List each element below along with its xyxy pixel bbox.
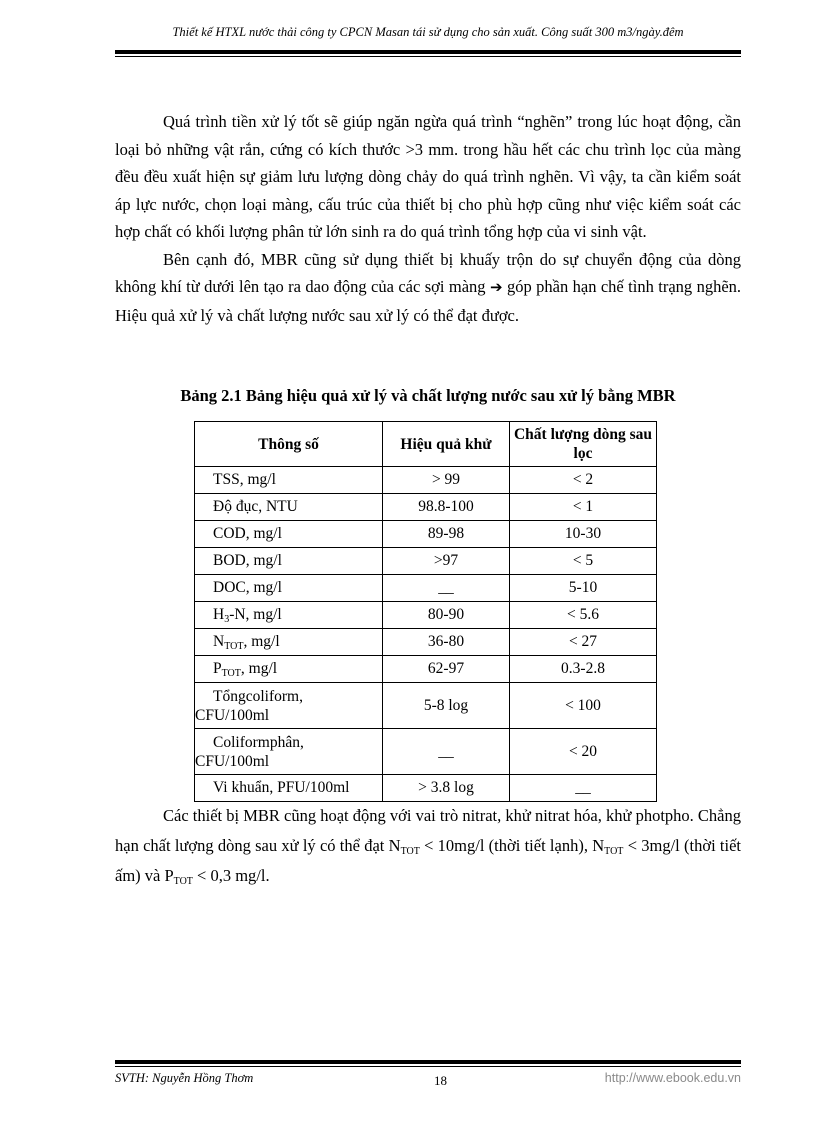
table-row xyxy=(195,683,657,729)
cell-quality: < 100 xyxy=(510,683,657,729)
table-row xyxy=(195,575,657,602)
cell-efficiency: 89-98 xyxy=(383,521,510,548)
cell-parameter xyxy=(195,656,383,683)
cell-quality xyxy=(510,775,657,802)
table-row xyxy=(195,521,657,548)
param-line-2: CFU/100ml xyxy=(195,752,270,770)
arrow-right-icon: ➔ xyxy=(489,278,503,296)
cell-efficiency xyxy=(383,729,510,775)
cell-quality: 5-10 xyxy=(510,575,657,602)
header-quality: Chất lượng dòng sau lọc xyxy=(510,422,657,467)
paragraph-mixing-end: góp phần hạn chế tình trạng nghẽn. Hiệu quả xử lý và chất lượng nước sau xử lý có thể đạt được. xyxy=(115,277,742,325)
cell-quality: < 20 xyxy=(510,729,657,775)
param-line-2: CFU/100ml xyxy=(195,706,270,724)
header-parameter: Thông số xyxy=(195,422,383,467)
footer-url: http://www.ebook.edu.vn xyxy=(604,1071,741,1085)
text-segment: < 0,3 mg/l. xyxy=(192,866,270,885)
paragraph-pretreatment: Quá trình tiền xử lý tốt sẽ giúp ngăn ngừa quá trình “nghẽn” trong lúc hoạt động, cần loại bỏ những vật rắn, cứng có kích thước >3 mm. trong hầu hết các chu trình lọc của màng đều đều xuất hiện sự giảm lưu lượng dòng chảy do quá trình nghẽn. Vì vậy, ta cần kiểm soát áp lực nước, chọn loại màng, cấu trúc của thiết bị cho phù hợp cũng như việc kiểm soát các hợp chất có khối lượng phân tử lớn sinh ra do quá trình tổng hợp của vi sinh vật. xyxy=(115,112,741,241)
param-subscript: TOT xyxy=(221,668,241,679)
table-header-row xyxy=(195,422,657,467)
header-efficiency: Hiệu quả khử xyxy=(383,422,510,467)
text-segment: < 10mg/l (thời tiết lạnh), N xyxy=(419,836,605,855)
cell-parameter: Vi khuẩn, PFU/100ml xyxy=(195,775,383,802)
cell-parameter: Độ đục, NTU xyxy=(195,494,383,521)
header-rule xyxy=(115,50,741,57)
table-row xyxy=(195,467,657,494)
cell-efficiency: >97 xyxy=(383,548,510,575)
footer-author: SVTH: Nguyễn Hồng Thơm xyxy=(115,1071,254,1085)
paragraph-nitrification xyxy=(115,801,741,891)
cell-efficiency: > 99 xyxy=(383,467,510,494)
text-segment: < 3mg/l (thời tiết ấm) và P xyxy=(115,836,742,885)
cell-parameter xyxy=(195,729,383,775)
paragraph-mixing-start: Bên cạnh đó, MBR cũng sử dụng thiết bị khuấy trộn do sự chuyển động của dòng không khí từ dưới lên tạo ra dao động của các sợi màng xyxy=(115,249,741,296)
cell-efficiency: 80-90 xyxy=(383,602,510,629)
cell-parameter: BOD, mg/l xyxy=(195,548,383,575)
cell-efficiency: 36-80 xyxy=(383,629,510,656)
empty-dash: __ xyxy=(438,579,454,596)
empty-dash: __ xyxy=(575,779,591,796)
param-line-1: Tổngcoliform, xyxy=(213,687,303,705)
cell-parameter xyxy=(195,602,383,629)
running-header: Thiết kế HTXL nước thải công ty CPCN Masan tái sử dụng cho sản xuất. Công suất 300 m3/ngày.đêm xyxy=(172,25,684,39)
cell-parameter: DOC, mg/l xyxy=(195,575,383,602)
footer-rule xyxy=(115,1060,741,1067)
cell-quality: 10-30 xyxy=(510,521,657,548)
page-number: 18 xyxy=(434,1073,447,1088)
param-symbol: H xyxy=(213,606,225,623)
cell-parameter xyxy=(195,629,383,656)
cell-parameter: COD, mg/l xyxy=(195,521,383,548)
cell-quality: < 1 xyxy=(510,494,657,521)
table-row xyxy=(195,775,657,802)
param-unit: , mg/l xyxy=(243,633,280,650)
param-unit: , mg/l xyxy=(240,660,278,677)
body-text-bottom xyxy=(115,801,741,891)
cell-efficiency: 5-8 log xyxy=(383,683,510,729)
cell-efficiency xyxy=(383,575,510,602)
table-row xyxy=(195,729,657,775)
table-row xyxy=(195,548,657,575)
text-segment: Các thiết bị MBR cũng hoạt động với vai trò nitrat, khử nitrat hóa, khử photpho. Chẳng hạn chất lượng dòng sau xử lý có thể đạt N xyxy=(115,806,741,855)
table-row xyxy=(195,656,657,683)
cell-efficiency: > 3.8 log xyxy=(383,775,510,802)
table-row xyxy=(195,494,657,521)
cell-parameter xyxy=(195,683,383,729)
param-symbol: P xyxy=(213,660,222,677)
paragraph-mixing xyxy=(115,246,741,330)
table-row xyxy=(195,602,657,629)
subscript-tot: TOT xyxy=(173,876,193,887)
param-unit: -N, mg/l xyxy=(229,606,282,623)
cell-quality: < 5 xyxy=(510,548,657,575)
param-line-1: Coliformphân, xyxy=(213,733,304,751)
cell-quality: < 2 xyxy=(510,467,657,494)
empty-dash: __ xyxy=(438,743,454,760)
body-text-top xyxy=(115,108,741,329)
table-row xyxy=(195,629,657,656)
subscript-tot: TOT xyxy=(604,846,624,857)
cell-quality: 0.3-2.8 xyxy=(510,656,657,683)
cell-parameter: TSS, mg/l xyxy=(195,467,383,494)
cell-efficiency: 98.8-100 xyxy=(383,494,510,521)
table-caption: Bảng 2.1 Bảng hiệu quả xử lý và chất lượng nước sau xử lý bằng MBR xyxy=(180,386,676,405)
subscript-tot: TOT xyxy=(400,846,420,857)
mbr-efficiency-table xyxy=(194,421,657,802)
param-subscript: TOT xyxy=(224,641,244,652)
param-symbol: N xyxy=(213,633,225,650)
cell-efficiency: 62-97 xyxy=(383,656,510,683)
cell-quality: < 27 xyxy=(510,629,657,656)
cell-quality: < 5.6 xyxy=(510,602,657,629)
param-subscript: 3 xyxy=(224,614,230,625)
